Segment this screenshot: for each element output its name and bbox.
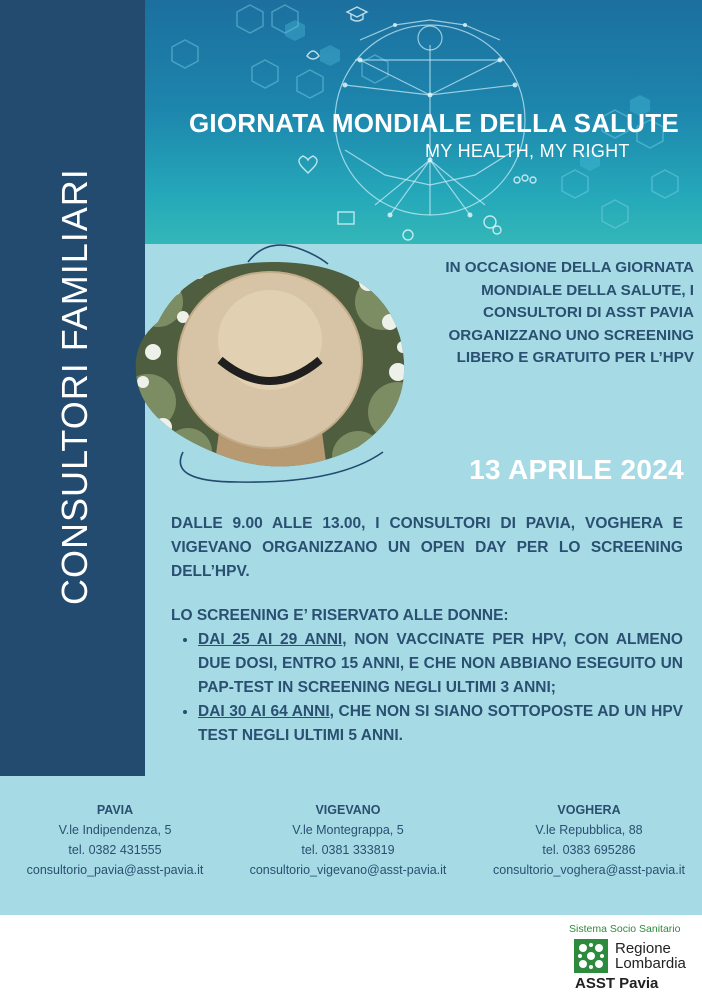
logo-system-label: Sistema Socio Sanitario bbox=[569, 923, 681, 935]
contact-city: VOGHERA bbox=[557, 803, 621, 817]
event-date: 13 APRILE 2024 bbox=[469, 454, 684, 485]
contact-city: PAVIA bbox=[96, 803, 134, 817]
contact-email[interactable]: consultorio_vigevano@asst-pavia.it bbox=[249, 863, 447, 877]
eligibility-heading: LO SCREENING E’ RISERVATO ALLE DONNE: bbox=[171, 607, 509, 624]
logo-asst: ASST Pavia bbox=[575, 975, 659, 992]
contact-pavia bbox=[0, 800, 230, 880]
contact-email[interactable]: consultorio_pavia@asst-pavia.it bbox=[26, 863, 204, 877]
contact-phone[interactable]: tel. 0383 695286 bbox=[542, 843, 636, 857]
contact-phone[interactable]: tel. 0382 431555 bbox=[68, 843, 162, 857]
footer bbox=[0, 915, 702, 1000]
contact-email[interactable]: consultorio_voghera@asst-pavia.it bbox=[493, 863, 685, 877]
list-item: • DAI 25 AI 29 ANNI, NON VACCINATE PER HPV, CON ALMENO DUE DOSI, ENTRO 15 ANNI, E CHE NON ABBIANO ESEGUITO UN PAP-TEST IN SCREENING NEGLI ULTIMI 3 ANNI; bbox=[198, 628, 683, 700]
hat-photo bbox=[128, 242, 413, 487]
contact-vigevano bbox=[233, 800, 463, 880]
contact-address: V.le Montegrappa, 5 bbox=[292, 823, 404, 837]
eligibility-list bbox=[171, 628, 683, 748]
contact-city: VIGEVANO bbox=[315, 803, 381, 817]
header-banner bbox=[145, 0, 702, 244]
intro-text: IN OCCASIONE DELLA GIORNATA MONDIALE DELLA SALUTE, I CONSULTORI DI ASST PAVIA ORGANIZZANO UNO SCREENING LIBERO E GRATUITO PER L’HPV bbox=[445, 259, 694, 366]
list-item: • DAI 30 AI 64 ANNI, CHE NON SI SIANO SOTTOPOSTE AD UN HPV TEST NEGLI ULTIMI 5 ANNI. bbox=[198, 700, 683, 748]
event-description bbox=[171, 512, 683, 748]
age-range: DAI 25 AI 29 ANNI bbox=[198, 631, 343, 648]
banner-title: GIORNATA MONDIALE DELLA SALUTE bbox=[189, 108, 679, 138]
banner-subtitle: MY HEALTH, MY RIGHT bbox=[425, 141, 630, 161]
contact-address: V.le Repubblica, 88 bbox=[535, 823, 643, 837]
regione-lombardia-logo-icon bbox=[574, 939, 608, 973]
contact-phone[interactable]: tel. 0381 333819 bbox=[301, 843, 395, 857]
contact-voghera bbox=[474, 800, 702, 880]
logo-regione: Regione Lombardia bbox=[615, 940, 686, 972]
side-label: CONSULTORI FAMILIARI bbox=[54, 168, 95, 605]
open-day-paragraph: DALLE 9.00 ALLE 13.00, I CONSULTORI DI PAVIA, VOGHERA E VIGEVANO ORGANIZZANO UN OPEN DAY PER LO SCREENING DELL’HPV. bbox=[171, 515, 683, 580]
hat-photo-illustration bbox=[128, 242, 413, 487]
age-range: DAI 30 AI 64 ANNI bbox=[198, 703, 330, 720]
contact-address: V.le Indipendenza, 5 bbox=[58, 823, 172, 837]
